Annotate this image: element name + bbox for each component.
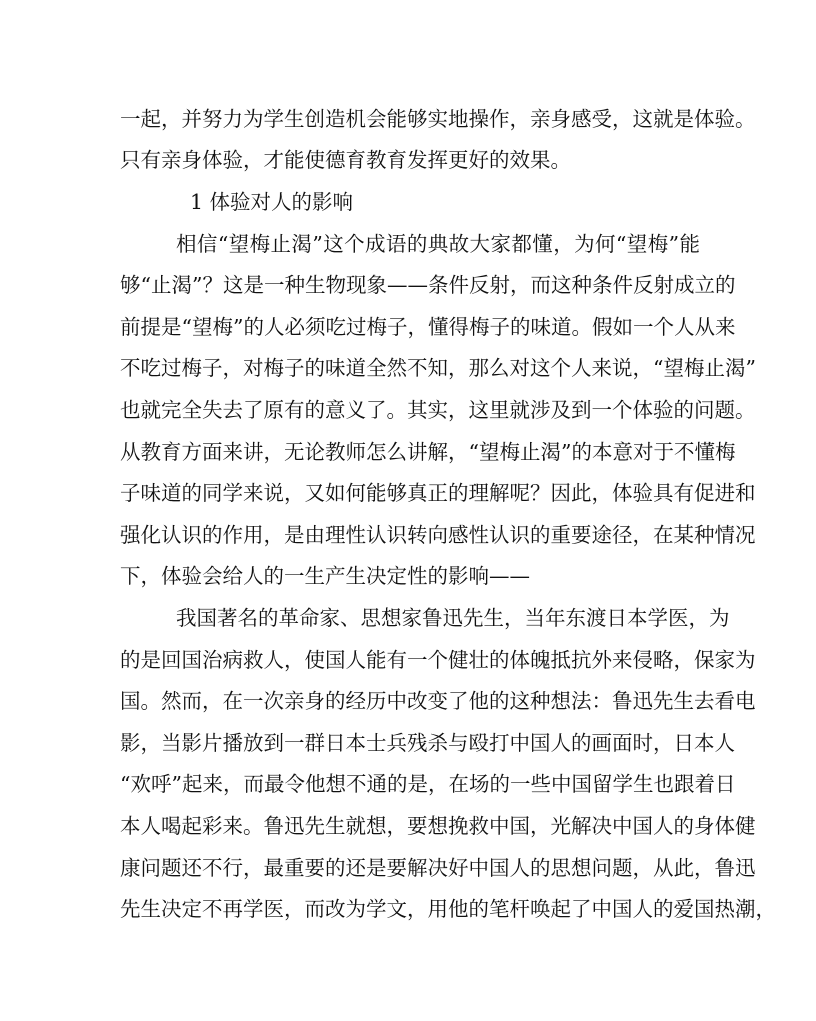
text-line: 下，体验会给人的一生产生决定性的影响——: [120, 564, 530, 588]
text-line: “欢呼”起来，而最令他想不通的是，在场的一些中国留学生也跟着日: [120, 772, 736, 796]
text-line: 影，当影片播放到一群日本士兵残杀与殴打中国人的画面时，日本人: [120, 731, 735, 755]
section-heading: 1 体验对人的影响: [190, 190, 354, 214]
text-line: 从教育方面来讲，无论教师怎么讲解，“望梅止渴”的本意对于不懂梅: [120, 440, 736, 464]
text-line: 我国著名的革命家、思想家鲁迅先生，当年东渡日本学医，为: [176, 606, 730, 630]
text-line: 强化认识的作用，是由理性认识转向感性认识的重要途径，在某种情况: [120, 523, 756, 547]
text-line: 相信“望梅止渴”这个成语的典故大家都懂，为何“望梅”能: [176, 232, 700, 256]
text-line: 国。然而，在一次亲身的经历中改变了他的这种想法：鲁迅先生去看电: [120, 689, 756, 713]
text-line: 只有亲身体验，才能使德育教育发挥更好的效果。: [120, 148, 571, 172]
text-line: 本人喝起彩来。鲁迅先生就想，要想挽救中国，光解决中国人的身体健: [120, 814, 756, 838]
text-line: 康问题还不行，最重要的还是要解决好中国人的思想问题，从此，鲁迅: [120, 856, 756, 880]
text-line: 子味道的同学来说，又如何能够真正的理解呢？因此，体验具有促进和: [120, 481, 756, 505]
text-line: 够“止渴”？这是一种生物现象——条件反射，而这种条件反射成立的: [120, 273, 736, 297]
text-line: 前提是“望梅”的人必须吃过梅子，懂得梅子的味道。假如一个人从来: [120, 315, 736, 339]
text-line: 不吃过梅子，对梅子的味道全然不知，那么对这个人来说，“望梅止渴”: [120, 356, 756, 380]
text-line: 一起，并努力为学生创造机会能够实地操作，亲身感受，这就是体验。: [120, 107, 756, 131]
text-line: 的是回国治病救人，使国人能有一个健壮的体魄抵抗外来侵略，保家为: [120, 648, 756, 672]
text-line: 先生决定不再学医，而改为学文，用他的笔杆唤起了中国人的爱国热潮，: [120, 897, 776, 921]
text-line: 也就完全失去了原有的意义了。其实，这里就涉及到一个体验的问题。: [120, 398, 756, 422]
